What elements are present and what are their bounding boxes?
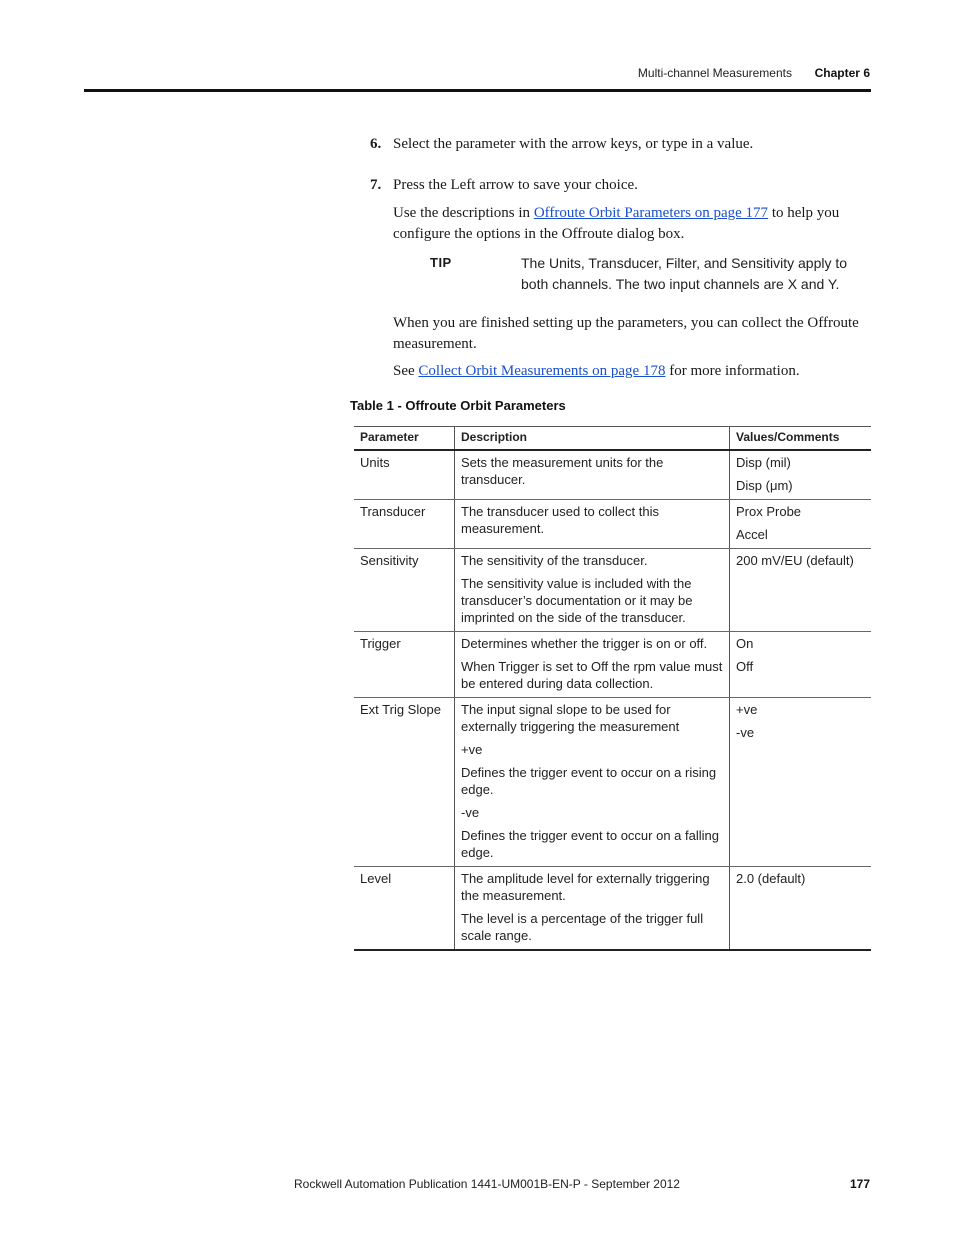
description-line: Defines the trigger event to occur on a falling edge. — [461, 828, 719, 860]
description-line: The transducer used to collect this measurement. — [461, 504, 659, 536]
para-text: See — [393, 363, 419, 379]
column-header-parameter: Parameter — [354, 427, 455, 451]
step-text: Press the Left arrow to save your choice. — [393, 177, 638, 193]
cell-parameter: Trigger — [354, 632, 455, 698]
value-line: 2.0 (default) — [736, 871, 806, 886]
description-line: The level is a percentage of the trigger full scale range. — [461, 911, 704, 943]
description-line: The amplitude level for externally triggering the measurement. — [461, 871, 710, 903]
cell-values — [730, 632, 872, 698]
offroute-orbit-parameters-link[interactable]: Offroute Orbit Parameters on page 177 — [533, 205, 769, 221]
cell-parameter: Level — [354, 867, 455, 951]
table-row — [354, 867, 871, 951]
step-6 — [370, 136, 753, 153]
value-line: -ve — [736, 725, 755, 740]
cell-description — [455, 698, 730, 867]
tip-text: The Units, Transducer, Filter, and Sensitivity apply to both channels. The two input channels are X and Y. — [521, 255, 848, 292]
cell-values — [730, 500, 872, 549]
cell-values — [730, 867, 872, 951]
step-number: 6. — [370, 136, 382, 152]
see-paragraph — [393, 361, 873, 382]
value-line: Disp (mil) — [736, 455, 791, 470]
collect-orbit-measurements-link[interactable]: Collect Orbit Measurements on page 178 — [418, 363, 666, 379]
table-row — [354, 698, 871, 867]
description-line: +ve — [461, 742, 483, 757]
description-line: The input signal slope to be used for externally triggering the measurement — [461, 702, 680, 734]
finished-paragraph: When you are finished setting up the parameters, you can collect the Offroute measurement. — [393, 315, 859, 352]
description-line: Defines the trigger event to occur on a rising edge. — [461, 765, 717, 797]
table-header-row — [354, 427, 871, 451]
step-7 — [370, 177, 638, 194]
footer-publication: Rockwell Automation Publication 1441-UM001B-EN-P - September 2012 — [294, 1177, 680, 1191]
cell-description — [455, 500, 730, 549]
para-text: for more information. — [665, 363, 800, 379]
table-row — [354, 632, 871, 698]
value-line: +ve — [736, 702, 758, 717]
table-row — [354, 450, 871, 500]
cell-parameter: Transducer — [354, 500, 455, 549]
description-line: The sensitivity of the transducer. — [461, 553, 648, 568]
value-line: Prox Probe — [736, 504, 802, 519]
descriptions-paragraph — [393, 203, 873, 245]
table-row — [354, 549, 871, 632]
cell-values — [730, 549, 872, 632]
offroute-orbit-parameters-table — [354, 426, 871, 951]
column-header-values: Values/Comments — [730, 427, 872, 451]
value-line: Accel — [736, 527, 768, 542]
description-line: The sensitivity value is included with the transducer’s documentation or it may be imprinted on the side of the transducer. — [461, 576, 693, 625]
page-number: 177 — [849, 1177, 870, 1191]
cell-description — [455, 632, 730, 698]
value-line: On — [736, 636, 754, 651]
value-line: Disp (μm) — [736, 478, 793, 493]
value-line: Off — [736, 659, 754, 674]
para-text: Use the descriptions in — [393, 205, 534, 221]
value-line: 200 mV/EU (default) — [736, 553, 854, 568]
cell-parameter: Sensitivity — [354, 549, 455, 632]
step-text: Select the parameter with the arrow keys, or type in a value. — [393, 136, 754, 152]
cell-description — [455, 450, 730, 500]
description-line: Sets the measurement units for the transducer. — [461, 455, 664, 487]
table-body — [354, 450, 871, 950]
description-line: -ve — [461, 805, 480, 820]
column-header-description: Description — [455, 427, 730, 451]
cell-parameter: Units — [354, 450, 455, 500]
cell-values — [730, 450, 872, 500]
table-row — [354, 500, 871, 549]
table-caption: Table 1 - Offroute Orbit Parameters — [350, 398, 566, 413]
header-rule — [84, 89, 871, 92]
running-header-section: Multi-channel Measurements — [637, 66, 792, 80]
step-number: 7. — [370, 177, 382, 193]
description-line: When Trigger is set to Off the rpm value must be entered during data collection. — [461, 659, 723, 691]
running-header-chapter: Chapter 6 — [814, 66, 870, 80]
tip-label: TIP — [430, 255, 452, 270]
description-line: Determines whether the trigger is on or off. — [461, 636, 708, 651]
cell-description — [455, 549, 730, 632]
para-text: to help you configure the options in the Offroute dialog box. — [393, 205, 840, 242]
cell-description — [455, 867, 730, 951]
cell-parameter: Ext Trig Slope — [354, 698, 455, 867]
cell-values — [730, 698, 872, 867]
